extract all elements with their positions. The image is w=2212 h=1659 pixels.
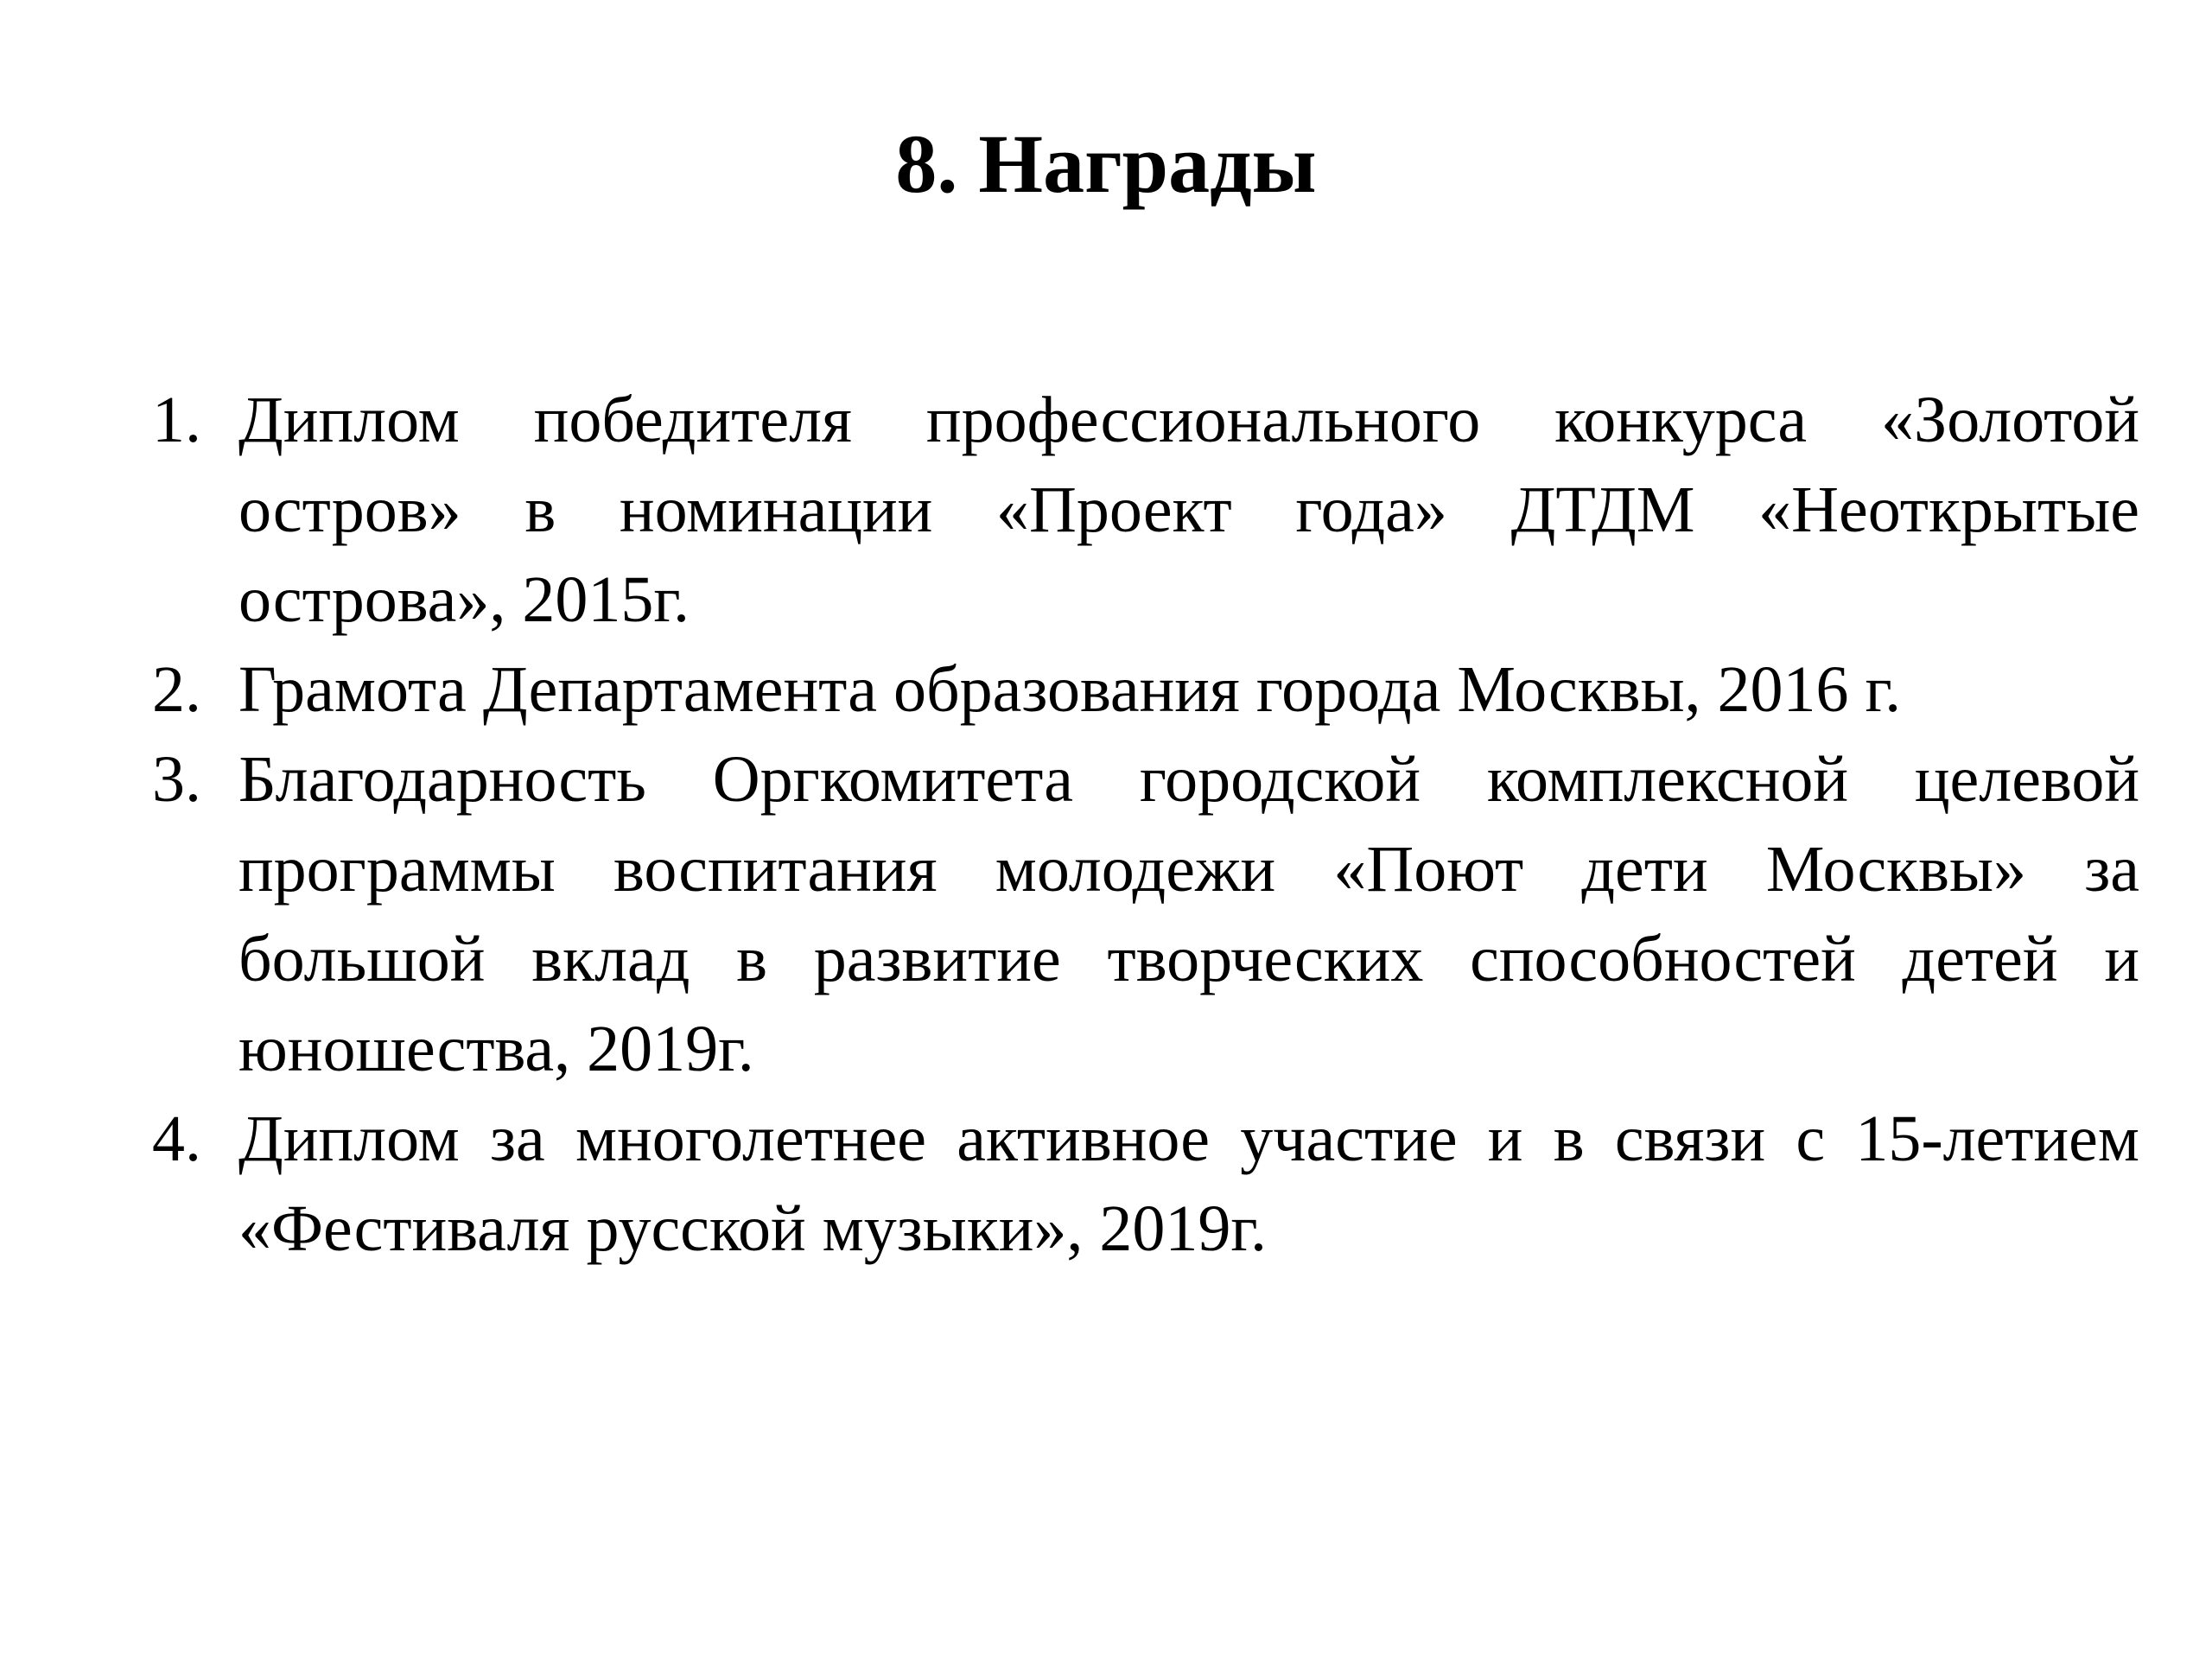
award-text: Диплом за многолетнее активное участие и в связи с 15-летием «Фестиваля русской музыки», 2019г. [238,1103,2139,1265]
award-item-2 [152,645,2139,734]
award-item-4 [152,1094,2139,1274]
award-text: Грамота Департамента образования города Москвы, 2016 г. [238,653,1902,726]
slide-title: 8. Награды [895,118,1317,210]
award-item-3 [152,734,2139,1094]
award-text: Благодарность Оргкомитета городской комплексной целевой программы воспитания молодежи «Поют дети Москвы» за большой вклад в развитие творческих способностей детей и юношества, 2019г. [238,743,2139,1085]
award-number: 4. [152,1103,201,1175]
award-number: 3. [152,743,201,816]
awards-list [152,375,2139,1274]
award-number: 2. [152,653,201,726]
award-number: 1. [152,384,201,456]
award-text: Диплом победителя профессионального конкурса «Золотой остров» в номинации «Проект года» ДТДМ «Неоткрытые острова», 2015г. [238,384,2139,636]
award-item-1 [152,375,2139,645]
